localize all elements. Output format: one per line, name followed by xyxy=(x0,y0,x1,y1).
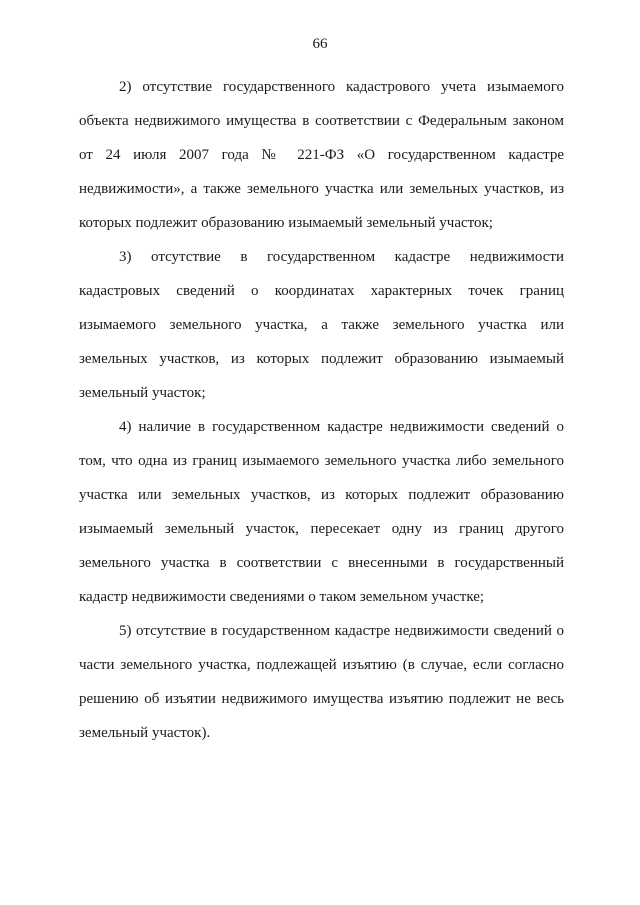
document-body xyxy=(79,70,564,750)
paragraph-item-5: 5) отсутствие в государственном кадастре недвижимости сведений о части земельного участка, подлежащей изъятию (в случае, если согласно решению об изъятии недвижимого имущества изъятию подлежит не весь земельный участок). xyxy=(79,623,564,741)
paragraph-item-2: 2) отсутствие государственного кадастрового учета изымаемого объекта недвижимого имущества в соответствии с Федеральным законом от 24 июля 2007 года № 221-ФЗ «О государственном кадастре недвижимости», а также земельного участка или земельных участков, из которых подлежит образованию изымаемый земельный участок; xyxy=(79,79,564,231)
paragraph-item-4: 4) наличие в государственном кадастре недвижимости сведений о том, что одна из границ изымаемого земельного участка либо земельного участка или земельных участков, из которых подлежит образованию изымаемый земельный участок, пересекает одну из границ другого земельного участка в соответствии с внесенными в государственный кадастр недвижимости сведениями о таком земельном участке; xyxy=(79,419,564,605)
page-number: 66 xyxy=(312,36,328,52)
paragraph-item-3: 3) отсутствие в государственном кадастре недвижимости кадастровых сведений о координатах характерных точек границ изымаемого земельного участка, а также земельного участка или земельных участков, из которых подлежит образованию изымаемый земельный участок; xyxy=(79,249,564,401)
